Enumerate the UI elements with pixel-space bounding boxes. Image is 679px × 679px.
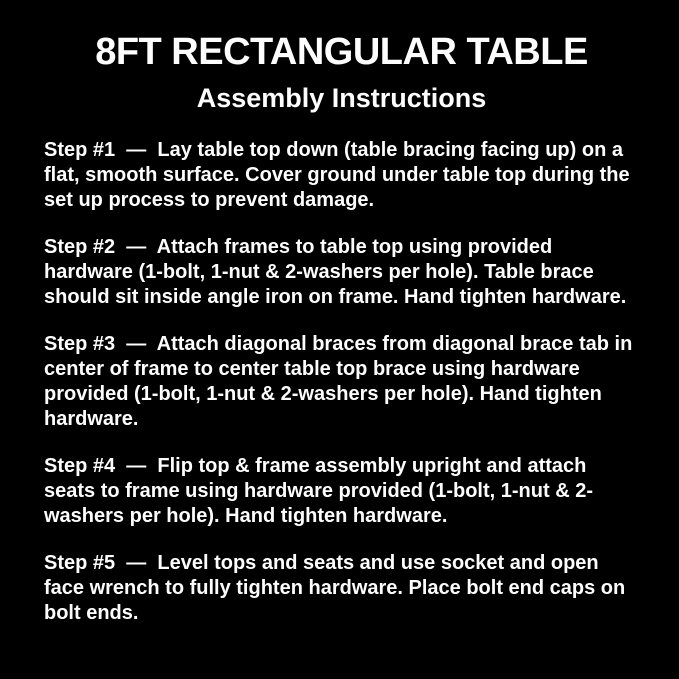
steps-list xyxy=(44,138,639,626)
step-2-label: Step #2 xyxy=(44,236,116,258)
step-4-text: Flip top & frame assembly upright and attach seats to frame using hardware provided (1-bolt, 1-nut & 2-washers per hole). Hand tighten hardware. xyxy=(44,455,593,527)
page-subtitle: Assembly Instructions xyxy=(196,83,487,113)
step-1-text: Lay table top down (table bracing facing up) on a flat, smooth surface. Cover ground under table top during the set up process to prevent damage. xyxy=(44,139,636,211)
step-1-label: Step #1 xyxy=(44,139,116,161)
step-3-paragraph xyxy=(44,332,639,432)
step-separator: — xyxy=(115,552,158,574)
step-separator: — xyxy=(115,139,158,161)
step-2-paragraph xyxy=(44,235,639,310)
step-5-label: Step #5 xyxy=(44,552,116,574)
page-title: 8FT RECTANGULAR TABLE xyxy=(95,31,588,73)
step-1-paragraph xyxy=(44,138,639,213)
step-3-text: Attach diagonal braces from diagonal brace tab in center of frame to center table top brace using hardware provided (1-bolt, 1-nut & 2-washers per hole). Hand tighten hardware. xyxy=(44,333,638,430)
step-4-label: Step #4 xyxy=(44,455,116,477)
step-3-label: Step #3 xyxy=(44,333,116,355)
step-separator: — xyxy=(115,333,157,355)
step-separator: — xyxy=(115,236,157,258)
step-5-text: Level tops and seats and use socket and open face wrench to fully tighten hardware. Place bolt end caps on bolt ends. xyxy=(44,552,631,624)
step-4-paragraph xyxy=(44,454,639,529)
step-2-text: Attach frames to table top using provided hardware (1-bolt, 1-nut & 2-washers per hole). Table brace should sit inside angle iron on frame. Hand tighten hardware. xyxy=(44,236,627,308)
step-5-paragraph xyxy=(44,551,639,626)
step-separator: — xyxy=(115,455,158,477)
